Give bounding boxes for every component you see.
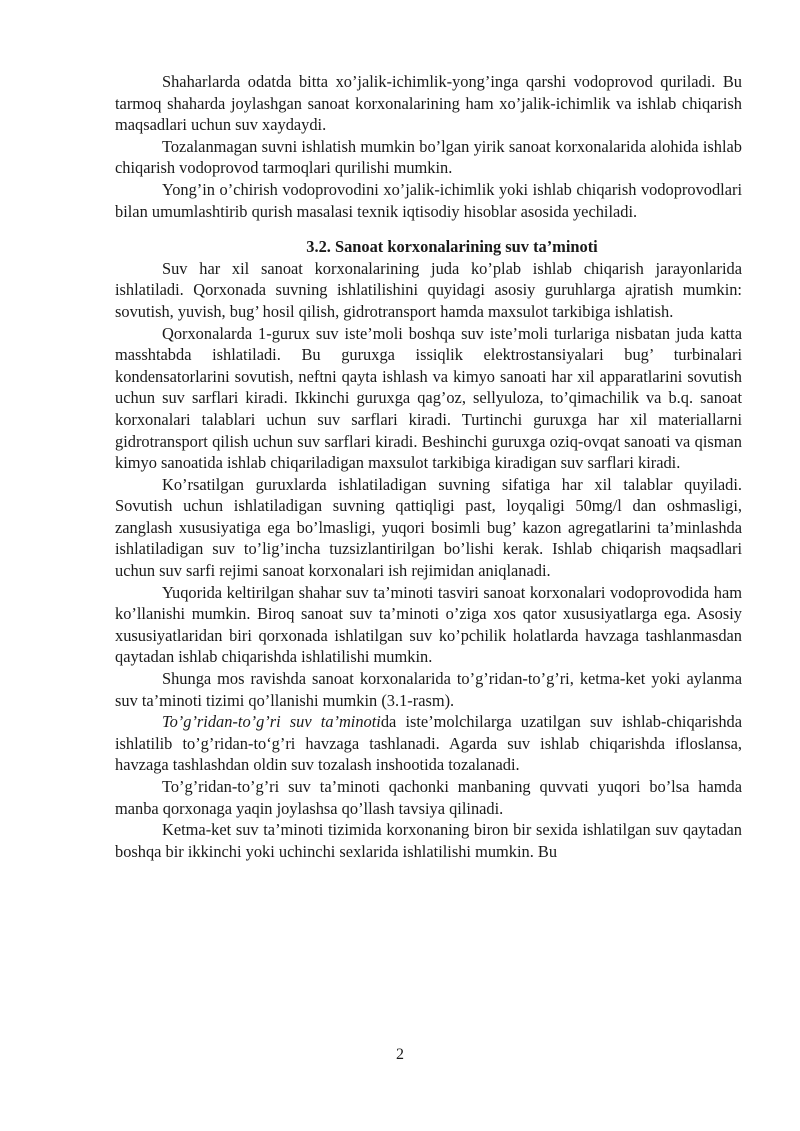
- italic-term: To’g’ridan-to’g’ri suv ta’minoti: [162, 712, 381, 732]
- paragraph: Suv har xil sanoat korxonalarining juda ko’plab ishlab chiqarish jarayonlarida ishlatiladi. Qorxonada suvning ishlatilishini quyidagi asosiy guruhlarga ajratish mumkin: sovutish, yuvish, bug’ hosil qilish, gidrotransport hamda maxsulot tarkibiga ishlatish.: [115, 258, 742, 321]
- section-gap: [115, 222, 742, 236]
- page-number: 2: [396, 1046, 404, 1063]
- paragraph: Ko’rsatilgan guruxlarda ishlatiladigan suvning sifatiga har xil talablar quyiladi. Sovutish uchun ishlatiladigan suvning qattiqligi past, loyqaligi 50mg/l dan oshmasligi, zanglash xususiyatiga ega bo’lmasligi, yuqori bosimli bug’ kazon agregatlarini ta’minlashda ishlatiladigan suv to’lig’incha tuzsizlantirilgan bo’lishi kerak. Ishlab chiqarish maqsadlari uchun suv sarfi rejimi sanoat korxonalari ish rejimidan aniqlanadi.: [115, 474, 742, 581]
- paragraph-text: da iste’molchilarga uzatilgan suv ishlab-chiqarishda ishlatilib to’g’ridan-to‘g’ri havzaga tashlanadi. Agarda suv ishlab chiqarishda ifloslansa, havzaga tashlashdan oldin suv tozalash inshootida tozalanadi.: [115, 712, 742, 775]
- section-heading: 3.2. Sanoat korxonalarining suv ta’minoti: [306, 237, 598, 257]
- paragraph-with-emphasis: [115, 711, 742, 776]
- paragraph: Yuqorida keltirilgan shahar suv ta’minoti tasviri sanoat korxonalari vodoprovodida ham ko’llanishi mumkin. Biroq sanoat suv ta’minoti o’ziga xos qator xususiyatlarga ega. Asosiy xususiyatlaridan biri qorxonada ishlatilgan suv ko’pchilik holatlarda havzaga tashlanmasdan qaytadan ishlab chiqarishda ishlatilishi mumkin.: [115, 582, 742, 667]
- document-page: [115, 71, 742, 862]
- paragraph: Tozalanmagan suvni ishlatish mumkin bo’lgan yirik sanoat korxonalarida alohida ishlab chiqarish vodoprovod tarmoqlari qurilishi mumkin.: [115, 136, 742, 178]
- paragraph: Ketma-ket suv ta’minoti tizimida korxonaning biron bir sexida ishlatilgan suv qaytadan boshqa bir ikkinchi yoki uchinchi sexlarida ishlatilishi mumkin. Bu: [115, 820, 742, 861]
- paragraph: To’g’ridan-to’g’ri suv ta’minoti qachonki manbaning quvvati yuqori bo’lsa hamda manba qorxonaga yaqin joylashsa qo’llash tavsiya qilinadi.: [115, 777, 742, 818]
- paragraph: Qorxonalarda 1-gurux suv iste’moli boshqa suv iste’moli turlariga nisbatan juda katta masshtabda ishlatiladi. Bu guruxga issiqlik elektrostansiyalari bug’ turbinalari kondensatorlarini sovutish, neftni qayta ishlash va kimyo sanoati har xil apparatlarini sovutish uchun suv sarflari kiradi. Ikkinchi guruxga qag’oz, sellyuloza, to’qimachilik va b.q. sanoat korxonalari talablari uchun suv sarflari kiradi. Turtinchi guruxga har xil materiallarni gidrotransport qilish uchun suv sarflari kiradi. Beshinchi guruxga oziq-ovqat sanoati va qisman kimyo sanoatida ishlab chiqariladigan maxsulot tarkibiga kiradigan suv sarflari kiradi.: [115, 323, 742, 473]
- paragraph: Shunga mos ravishda sanoat korxonalarida to’g’ridan-to’g’ri, ketma-ket yoki aylanma suv ta’minoti tizimi qo’llanishi mumkin (3.1-rasm).: [115, 669, 742, 710]
- paragraph: Shaharlarda odatda bitta xo’jalik-ichimlik-yong’inga qarshi vodoprovod quriladi. Bu tarmoq shaharda joylashgan sanoat korxonalarining ham xo’jalik-ichimlik va ishlab chiqarish maqsadlari uchun suv xaydaydi.: [115, 72, 742, 135]
- paragraph: Yong’in o’chirish vodoprovodini xo’jalik-ichimlik yoki ishlab chiqarish vodoprovodlari bilan umumlashtirib qurish masalasi texnik iqtisodiy hisoblar asosida yechiladi.: [115, 179, 742, 221]
